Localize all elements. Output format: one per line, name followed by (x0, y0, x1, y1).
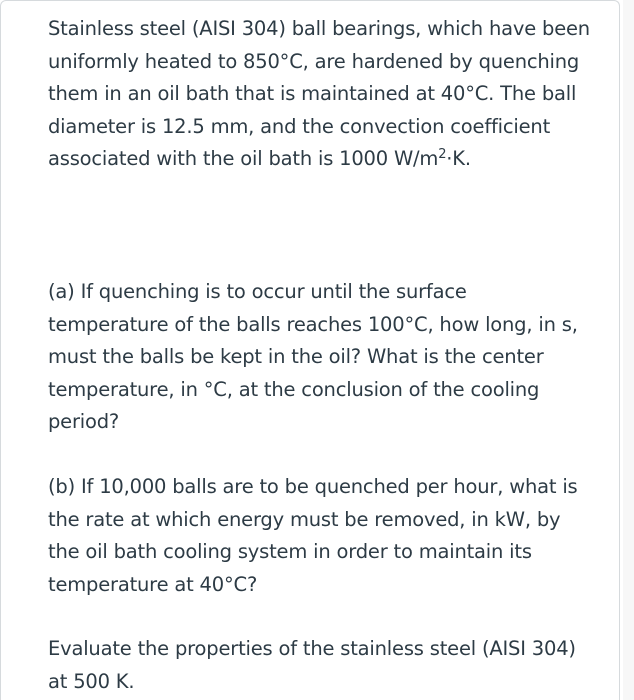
properties-note: Evaluate the properties of the stainless steel (AISI 304) at 500 K. (48, 637, 576, 693)
page-scrollbar[interactable] (623, 0, 634, 700)
problem-part-a: (a) If quenching is to occur until the surface temperature of the balls reaches 100°C, how long, in s, must the balls be kept in the oil? What is the center temperature, in °C, at the conclusion of the cooling period? (48, 280, 578, 433)
problem-intro-text: Stainless steel (AISI 304) ball bearings, which have been uniformly heated to 850°C, are hardened by quenching them in an oil bath that is maintained at 40°C. The ball diameter is 12.5 mm, and the convection coefficient associated with the oil bath is 1000 W/m (48, 17, 590, 170)
problem-intro (48, 13, 593, 179)
problem-part-b: (b) If 10,000 balls are to be quenched per hour, what is the rate at which energy must be removed, in kW, by the oil bath cooling system in order to maintain its temperature at 40°C? (48, 475, 578, 596)
problem-intro-unit-suffix: ·K. (446, 147, 471, 170)
superscript-exponent: 2 (438, 147, 447, 162)
